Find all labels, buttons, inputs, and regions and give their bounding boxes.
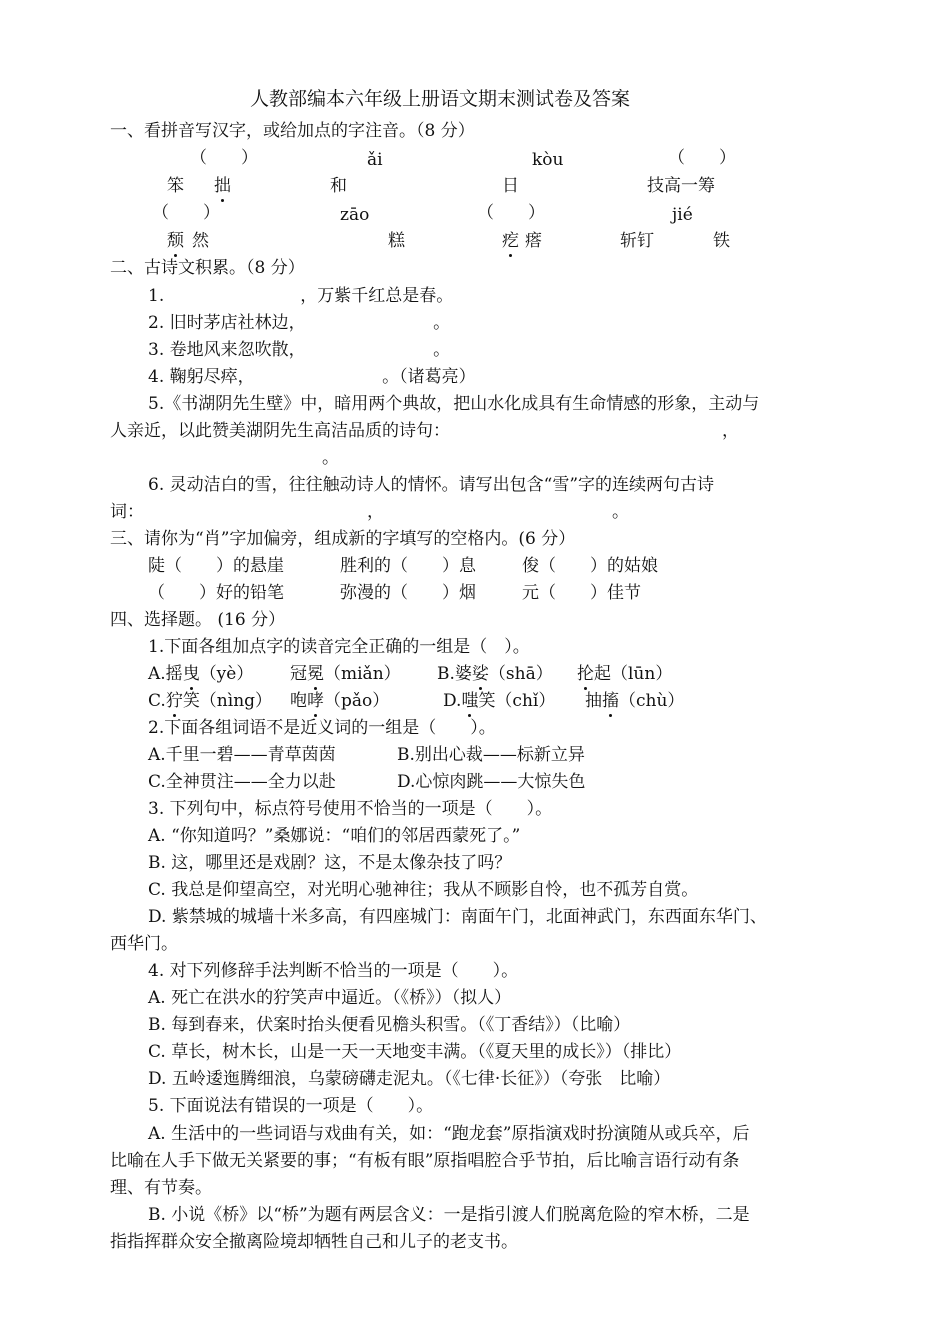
option-d: D.心惊肉跳——大惊失色 bbox=[397, 772, 586, 792]
poem-q6-line1: 6. 灵动洁白的雪，往往触动诗人的情怀。请写出包含“雪”字的连续两句古诗 bbox=[148, 475, 715, 495]
option-c: C.全神贯注——全力以赴 bbox=[148, 772, 336, 792]
poem-q3: 3. 卷地风来忽吹散， 。 bbox=[148, 340, 451, 360]
blank-paren: （ ） bbox=[668, 148, 736, 168]
option-d: D. 紫禁城的城墙十米多高，有四座城门：南面午门，北面神武门，东西面东华门、 bbox=[148, 907, 767, 927]
comma: ， bbox=[722, 421, 739, 441]
pinyin: zāo bbox=[340, 205, 370, 225]
word: 斩钉 bbox=[620, 231, 654, 251]
option-a: A. “你知道吗？”桑娜说：“咱们的邻居西蒙死了。” bbox=[148, 826, 521, 846]
dotted-char: 颓 bbox=[167, 231, 184, 251]
word: 和 bbox=[330, 176, 347, 196]
period: 。 bbox=[322, 448, 339, 468]
poem-q2: 2. 旧时茅店社林边， 。 bbox=[148, 313, 451, 333]
option-b: B. 小说《桥》以“桥”为题有两层含义：一是指引渡人们脱离危险的窄木桥，二是 bbox=[148, 1205, 750, 1225]
option-d-cont: 西华门。 bbox=[110, 934, 178, 954]
poem-q5-line1: 5.《书湖阴先生壁》中，暗用两个典故，把山水化成具有生命情感的形象，主动与 bbox=[148, 394, 760, 414]
option-a-cont: 比喻在人手下做无关紧要的事；“有板有眼”原指唱腔合乎节拍，后比喻言语行动有条 bbox=[110, 1151, 740, 1171]
blank-paren: （ ） bbox=[477, 203, 545, 223]
option-a: A.摇曳（yè） bbox=[148, 664, 254, 684]
option-a: A. 死亡在洪水的狞笑声中逼近。（《桥》）（拟人） bbox=[148, 988, 512, 1008]
blank-paren: （ ） bbox=[190, 148, 258, 168]
blank-paren: （ ） bbox=[152, 203, 220, 223]
dotted-char: 拙 bbox=[214, 176, 231, 196]
option-d-2: 抽搐（chù） bbox=[585, 691, 685, 711]
choice-q5: 5. 下面说法有错误的一项是（ ）。 bbox=[148, 1096, 434, 1116]
pinyin: kòu bbox=[532, 150, 564, 170]
pinyin: jié bbox=[672, 205, 693, 225]
option-b: B.婆娑（shā） bbox=[437, 664, 553, 684]
word: 铁 bbox=[713, 231, 730, 251]
word-geda: 疙 瘩 bbox=[502, 231, 542, 251]
option-b: B.别出心裁——标新立异 bbox=[397, 745, 585, 765]
section4-heading: 四、选择题。 (16 分） bbox=[110, 610, 286, 630]
option-a: A.千里一碧——青草茵茵 bbox=[148, 745, 336, 765]
fill-item: （ ）好的铅笔 bbox=[148, 583, 284, 603]
option-b-2: 抡起（lūn） bbox=[577, 664, 673, 684]
fill-item: 元（ ）佳节 bbox=[522, 583, 641, 603]
dotted-char: 疙 bbox=[502, 231, 519, 251]
comma: ， bbox=[367, 502, 384, 522]
word: 糕 bbox=[388, 231, 405, 251]
poem-q1: 1. ，万紫千红总是春。 bbox=[148, 286, 454, 306]
fill-item: 弥漫的（ ）烟 bbox=[340, 583, 476, 603]
option-b-cont: 指指挥群众安全撤离险境却牺牲自己和儿子的老支书。 bbox=[110, 1232, 518, 1252]
option-c: C. 我总是仰望高空，对光明心驰神往；我从不顾影自怜，也不孤芳自赏。 bbox=[148, 880, 699, 900]
choice-q2: 2.下面各组词语不是近义词的一组是（ ）。 bbox=[148, 718, 496, 738]
section2-heading: 二、古诗文积累。（8 分） bbox=[110, 258, 305, 278]
choice-q4: 4. 对下列修辞手法判断不恰当的一项是（ ）。 bbox=[148, 961, 519, 981]
fill-item: 胜利的（ ）息 bbox=[340, 556, 476, 576]
option-a-2: 冠冕（miǎn） bbox=[290, 664, 401, 684]
section3-heading: 三、请你为“肖”字加偏旁，组成新的字填写的空格内。(6 分） bbox=[110, 529, 576, 549]
section1-heading: 一、看拼音写汉字，或给加点的字注音。（8 分） bbox=[110, 121, 475, 141]
page-title: 人教部编本六年级上册语文期末测试卷及答案 bbox=[250, 88, 631, 110]
fill-item: 陡（ ）的悬崖 bbox=[148, 556, 284, 576]
option-d: D.嗤笑（chǐ） bbox=[443, 691, 556, 711]
word-benzhuo: 笨 拙 bbox=[167, 176, 231, 196]
option-a-cont: 理、有节奏。 bbox=[110, 1178, 212, 1198]
poem-q6-line2: 词： bbox=[110, 502, 144, 522]
option-b: B. 这，哪里还是戏剧？这，不是太像杂技了吗？ bbox=[148, 853, 512, 873]
option-d: D. 五岭逶迤腾细浪，乌蒙磅礴走泥丸。（《七律·长征》）（夸张 比喻） bbox=[148, 1069, 671, 1089]
period: 。 bbox=[612, 502, 629, 522]
word: 日 bbox=[502, 176, 519, 196]
word: 技高一筹 bbox=[647, 176, 715, 196]
option-c: C.狞笑（nìng） bbox=[148, 691, 273, 711]
option-a: A. 生活中的一些词语与戏曲有关，如：“跑龙套”原指演戏时扮演随从或兵卒，后 bbox=[148, 1124, 750, 1144]
option-c: C. 草长，树木长，山是一天一天地变丰满。（《夏天里的成长》）（排比） bbox=[148, 1042, 682, 1062]
word-tuiran: 颓 然 bbox=[167, 231, 209, 251]
choice-q1: 1.下面各组加点字的读音完全正确的一组是（ ）。 bbox=[148, 637, 530, 657]
option-c-2: 咆哮（pǎo） bbox=[290, 691, 390, 711]
option-b: B. 每到春来，伏案时抬头便看见檐头积雪。（《丁香结》）（比喻） bbox=[148, 1015, 631, 1035]
fill-item: 俊（ ）的姑娘 bbox=[522, 556, 658, 576]
pinyin: ǎi bbox=[367, 150, 383, 170]
poem-q4: 4. 鞠躬尽瘁， 。（诸葛亮） bbox=[148, 367, 476, 387]
choice-q3: 3. 下列句中，标点符号使用不恰当的一项是（ ）。 bbox=[148, 799, 553, 819]
poem-q5-line2: 人亲近，以此赞美湖阴先生高洁品质的诗句： bbox=[110, 421, 450, 441]
